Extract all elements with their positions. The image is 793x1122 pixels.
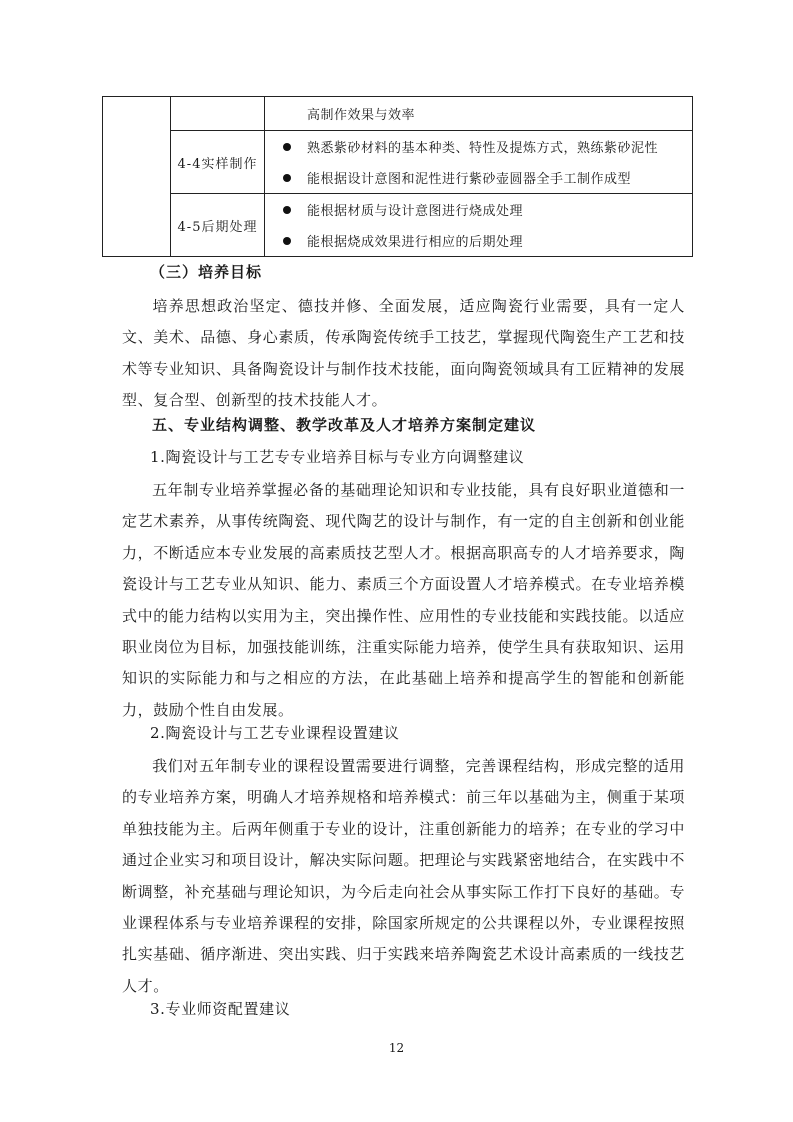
subheading-1: 1.陶瓷设计与工艺专专业培养目标与专业方向调整建议 bbox=[150, 448, 525, 466]
page-number: 12 bbox=[388, 1041, 405, 1055]
bullet-icon bbox=[283, 206, 291, 214]
goals-paragraph: 培养思想政治坚定、德技并修、全面发展，适应陶瓷行业需要，具有一定人文、美术、品德、身心素质，传承陶瓷传统手工技艺，掌握现代陶瓷生产工艺和技术等专业知识、具备陶瓷设计与制作技术技能，面向陶瓷领域具有工匠精神的发展型、复合型、创新型的技术技能人才。 bbox=[122, 297, 685, 410]
subheading-3: 3.专业师资配置建议 bbox=[150, 1000, 291, 1018]
skills-table bbox=[102, 96, 693, 257]
section-heading-goals: （三）培养目标 bbox=[150, 263, 263, 281]
paragraph-2: 我们对五年制专业的课程设置需要进行调整，完善课程结构，形成完整的适用的专业培养方案，明确人才培养规格和培养模式：前三年以基础为主，侧重于某项单独技能为主。后两年侧重于专业的设计，注重创新能力的培养；在专业的学习中通过企业实习和项目设计，解决实际问题。把理论与实践紧密地结合，在实践中不断调整，补充基础与理论知识，为今后走向社会从事实际工作打下良好的基础。专业课程体系与专业培养课程的安排，除国家所规定的公共课程以外，专业课程按照扎实基础、循序渐进、突出实践、归于实践来培养陶瓷艺术设计高素质的一线技艺人才。 bbox=[122, 757, 685, 995]
bullet-icon bbox=[283, 143, 291, 151]
table-merged-cell bbox=[103, 97, 171, 257]
list-item: 能根据烧成效果进行相应的后期处理 bbox=[265, 225, 692, 256]
section-heading-five: 五、专业结构调整、教学改革及人才培养方案制定建议 bbox=[152, 416, 537, 434]
subheading-2: 2.陶瓷设计与工艺专业课程设置建议 bbox=[150, 724, 400, 742]
paragraph-1: 五年制专业培养掌握必备的基础理论知识和专业技能，具有良好职业道德和一定艺术素养，从事传统陶瓷、现代陶艺的设计与制作，有一定的自主创新和创业能力，不断适应本专业发展的高素质技艺型人才。根据高职高专的人才培养要求，陶瓷设计与工艺专业从知识、能力、素质三个方面设置人才培养模式。在专业培养模式中的能力结构以实用为主，突出操作性、应用性的专业技能和实践技能。以适应职业岗位为目标，加强技能训练，注重实际能力培养，使学生具有获取知识、运用知识的实际能力和与之相应的方法，在此基础上培养和提高学生的智能和创新能力，鼓励个性自由发展。 bbox=[122, 481, 685, 719]
list-item: 能根据材质与设计意图进行烧成处理 bbox=[265, 194, 692, 225]
continuation-text: 高制作效果与效率 bbox=[307, 108, 416, 123]
table-row-label: 4-5后期处理 bbox=[171, 194, 265, 257]
table-row-label: 4-4实样制作 bbox=[171, 131, 265, 194]
table-continuation-cell bbox=[265, 97, 693, 131]
bullet-icon bbox=[283, 174, 291, 182]
table-bullets-cell bbox=[265, 131, 693, 194]
list-item: 能根据设计意图和泥性进行紫砂壶圆器全手工制作成型 bbox=[265, 162, 692, 193]
table-bullets-cell bbox=[265, 194, 693, 257]
list-item: 熟悉紫砂材料的基本种类、特性及提炼方式，熟练紫砂泥性 bbox=[265, 131, 692, 162]
table-empty-cell bbox=[171, 97, 265, 131]
bullet-icon bbox=[283, 237, 291, 245]
